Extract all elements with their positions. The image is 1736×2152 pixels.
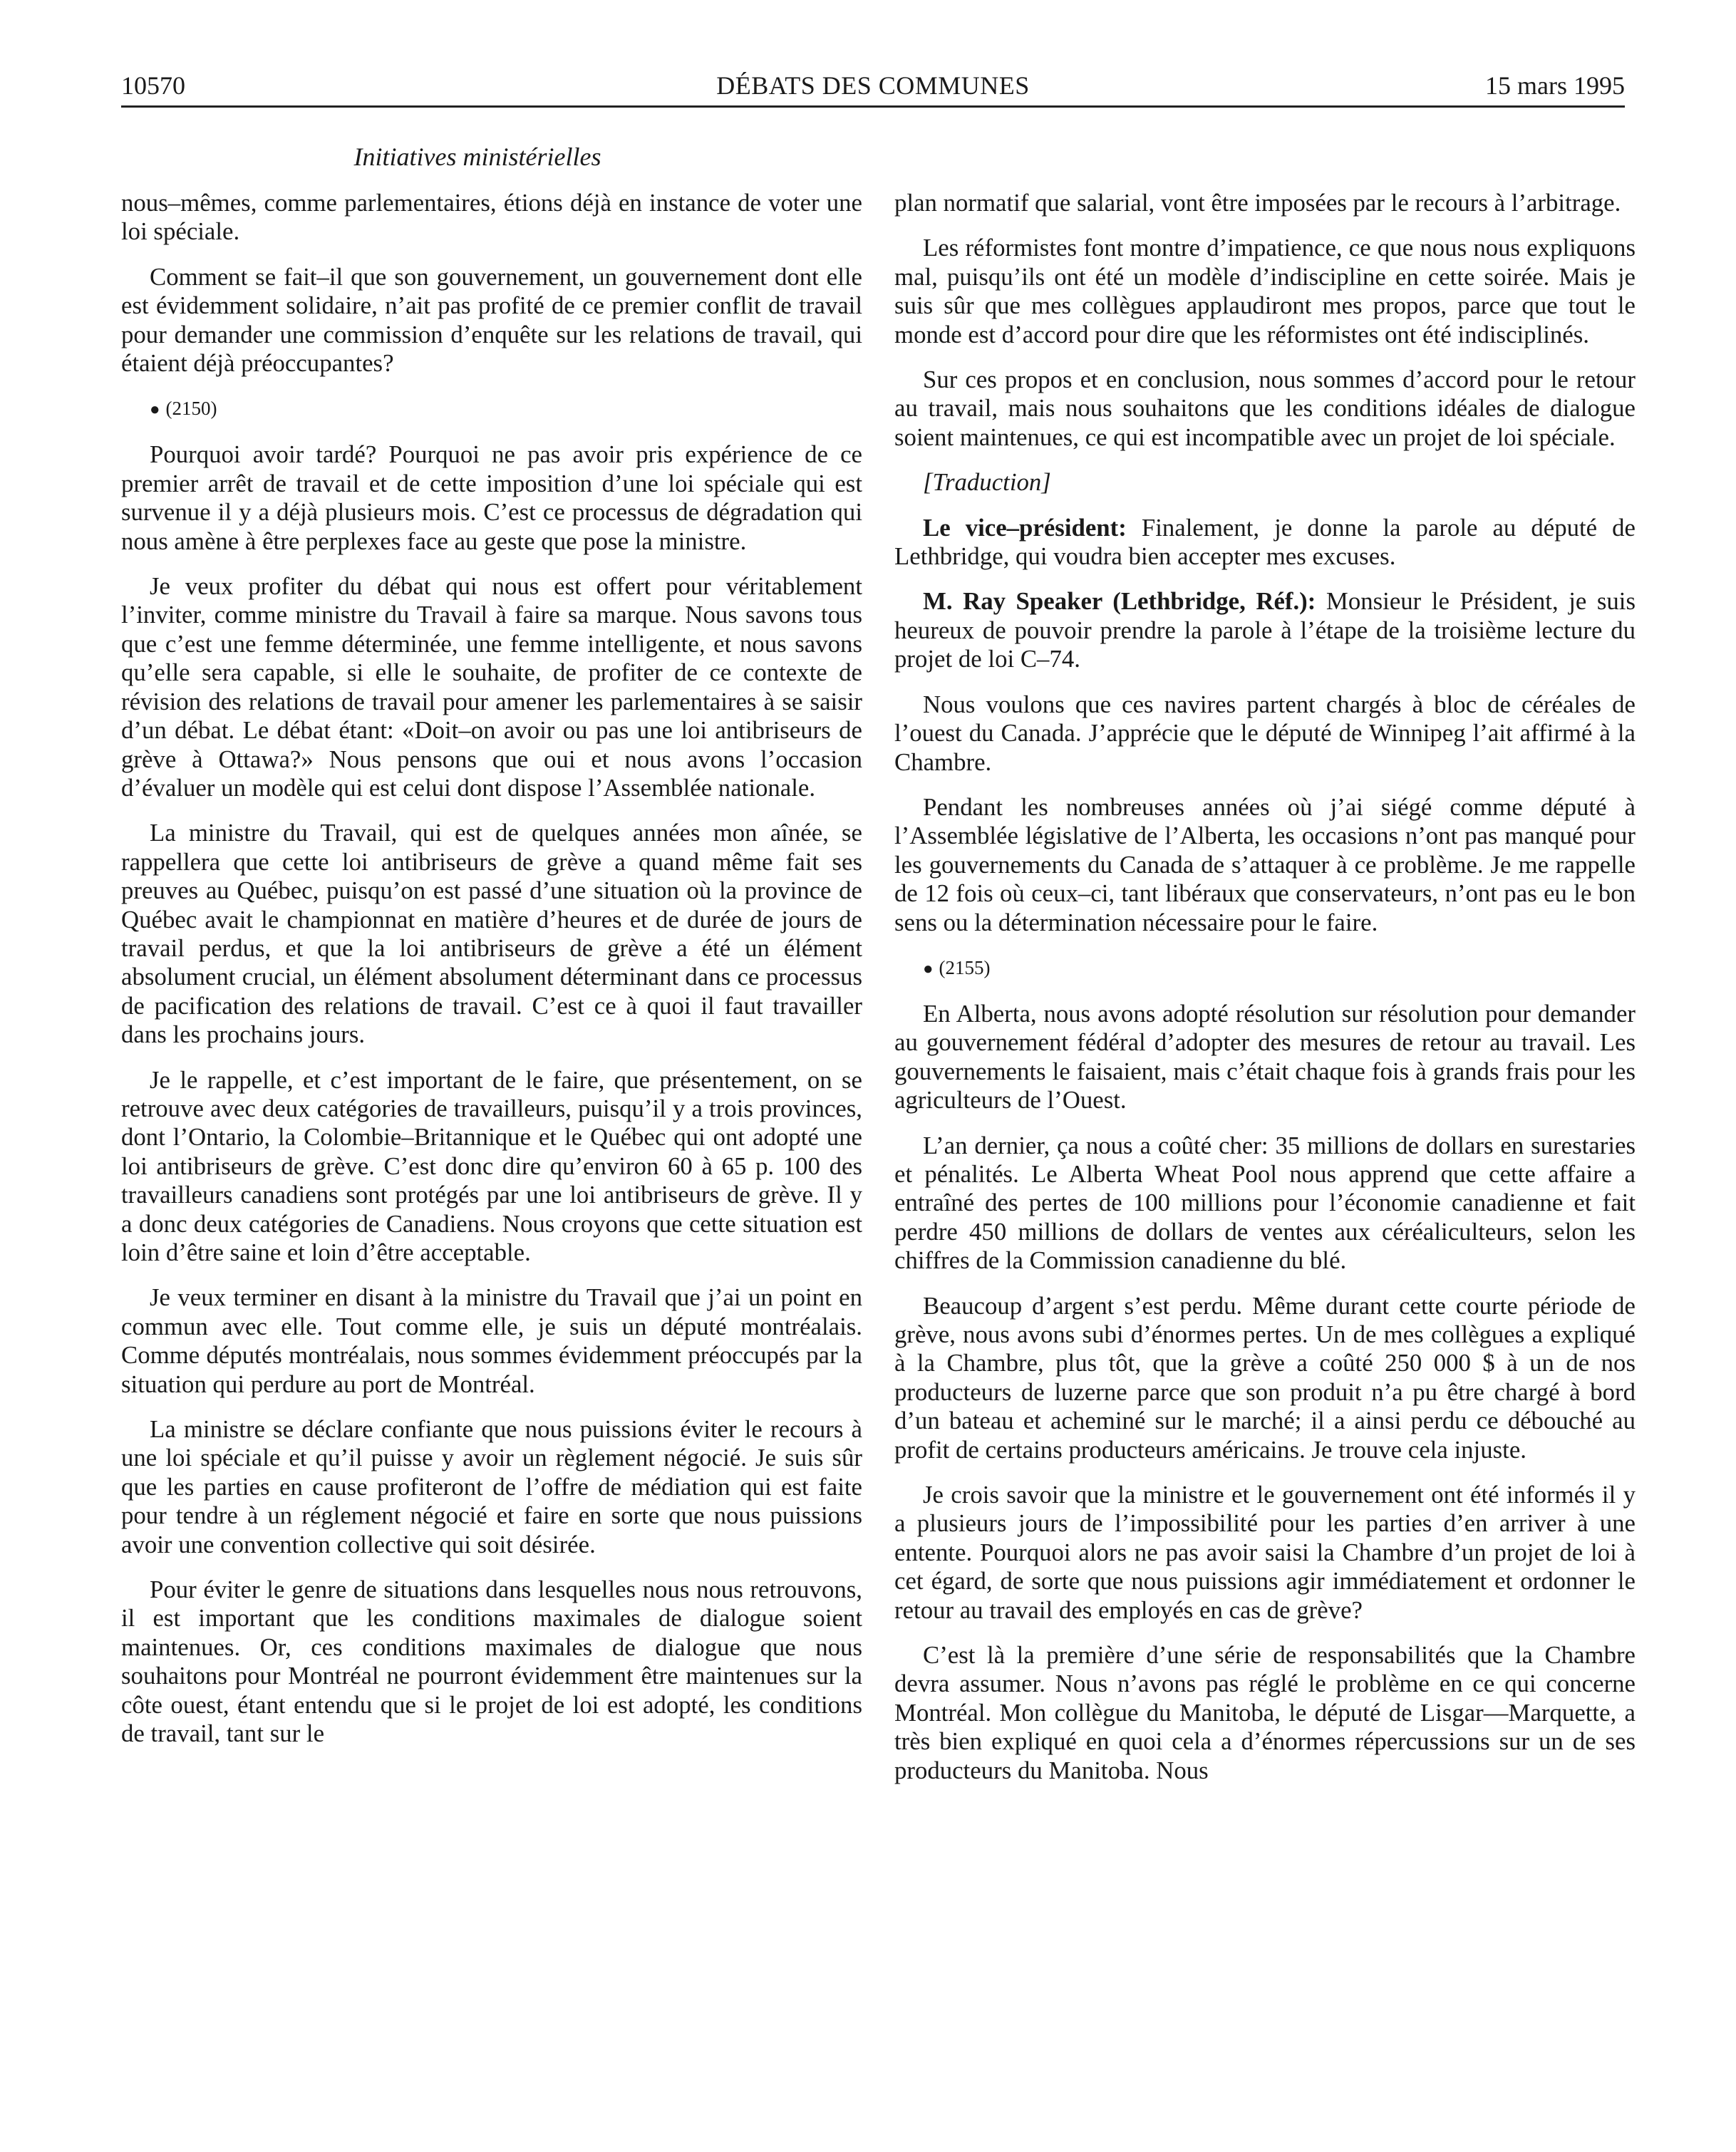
left-column (121, 189, 862, 1765)
paragraph: nous–mêmes, comme parlementaires, étions déjà en instance de voter une loi spéciale. (121, 189, 862, 246)
speaker-name: M. Ray Speaker (Lethbridge, Réf.): (923, 587, 1316, 616)
paragraph: La ministre se déclare confiante que nous puissions éviter le recours à une loi spéciale et qu’il puisse y avoir un règlement négocié. Je suis sûr que les parties en cause profiteront de l’offre de médiation qui est faite pour tendre à un réglement négocié et faire en sorte que nous puissions avoir une convention collective qui soit désirée. (121, 1415, 862, 1558)
speaker-paragraph (894, 514, 1636, 571)
time-marker-text: (2150) (165, 398, 217, 420)
paragraph: L’an dernier, ça nous a coûté cher: 35 millions de dollars en surestaries et pénalités. Le Alberta Wheat Pool nous apprend que cette affaire a entraîné des pertes de 100 millions pour l’économie canadienne et fait perdre 450 millions de dollars de ventes aux céréaliculteurs, selon les chiffres de la Commission canadienne du blé. (894, 1131, 1636, 1275)
paragraph: La ministre du Travail, qui est de quelques années mon aînée, se rappellera que cette loi antibriseurs de grève a quand même fait ses preuves au Québec, puisqu’on est passé d’une situation où la province de Québec avait le championnat en matière d’heures et de durée de jours de travail perdus, et que la loi antibriseurs de grève a été un élément absolument crucial, un élément absolument déterminant dans ce processus de pacification des relations de travail. C’est ce à quoi il faut travailler dans les prochains jours. (121, 819, 862, 1049)
translation-label: [Traduction] (923, 468, 1051, 497)
section-title: Initiatives ministérielles (353, 143, 601, 171)
paragraph: Les réformistes font montre d’impatience, ce que nous nous expliquons mal, puisqu’ils ont été un modèle d’indiscipline en cette soirée. Mais je suis sûr que mes collègues applaudiront mes propos, parce que tout le monde est d’accord pour dire que les réformistes ont été indisciplinés. (894, 234, 1636, 348)
paragraph: Je veux profiter du débat qui nous est offert pour véritablement l’inviter, comme ministre du Travail à faire sa marque. Nous savons tous que c’est une femme déterminée, une femme intelligente, et nous savons qu’elle sera capable, si elle le souhaite, de profiter de ce contexte de révision des relations de travail pour amener les parlementaires à se saisir d’un débat. Le débat étant: «Doit–on avoir ou pas une loi antibriseurs de grève à Ottawa?» Nous pensons que oui et nous avons l’occasion d’évaluer un modèle qui est celui dont dispose l’Assemblée nationale. (121, 572, 862, 802)
paragraph: Je veux terminer en disant à la ministre du Travail que j’ai un point en commun avec elle. Tout comme elle, je suis un député montréalais. Comme députés montréalais, nous sommes évidemment préoccupés par la situation qui perdure au port de Montréal. (121, 1283, 862, 1398)
publication-date: 15 mars 1995 (1485, 71, 1625, 100)
bullet-icon: ● (923, 959, 934, 978)
speaker-paragraph (894, 587, 1636, 673)
paragraph: Sur ces propos et en conclusion, nous sommes d’accord pour le retour au travail, mais nous souhaitons que les conditions idéales de dialogue soient maintenues, ce qui est incompatible avec un projet de loi spéciale. (894, 366, 1636, 451)
paragraph: Pendant les nombreuses années où j’ai siégé comme député à l’Assemblée législative de l’Alberta, les occasions n’ont pas manqué pour les gouvernements du Canada de s’attaquer à ce problème. Je me rappelle de 12 fois où ceux–ci, tant libéraux que conservateurs, n’ont pas eu le bon sens ou la détermination nécessaire pour le faire. (894, 792, 1636, 936)
time-marker-text: (2155) (939, 956, 991, 978)
paragraph: En Alberta, nous avons adopté résolution sur résolution pour demander au gouvernement fédéral d’adopter des mesures de retour au travail. Les gouvernements le faisaient, mais c’était chaque fois à grands frais pour les agriculteurs de l’Ouest. (894, 999, 1636, 1114)
time-marker (894, 953, 1636, 983)
paragraph: C’est là la première d’une série de responsabilités que la Chambre devra assumer. Nous n’avons pas réglé le problème en ce qui concerne Montréal. Mon collègue du Manitoba, le député de Lisgar—Marquette, a très bien expliqué en quoi cela a d’énormes répercussions sur un de ses producteurs du Manitoba. Nous (894, 1641, 1636, 1784)
paragraph: Beaucoup d’argent s’est perdu. Même durant cette courte période de grève, nous avons subi d’énormes pertes. Un de mes collègues a expliqué à la Chambre, plus tôt, que la grève a coûté 250 000 $ à un de nos producteurs de luzerne parce que son produit n’a pu être chargé à bord d’un bateau et acheminé sur le marché; il a ainsi perdu ce débouché au profit de certains producteurs américains. Je trouve cela injuste. (894, 1291, 1636, 1464)
paragraph: Je crois savoir que la ministre et le gouvernement ont été informés il y a plusieurs jours de l’impossibilité pour les parties d’en arriver à une entente. Pourquoi alors ne pas avoir saisi la Chambre d’un projet de loi à cet égard, de sorte que nous puissions agir immédiatement et ordonner le retour au travail des employés en cas de grève? (894, 1481, 1636, 1624)
bullet-icon: ● (150, 400, 160, 420)
paragraph: Pourquoi avoir tardé? Pourquoi ne pas avoir pris expérience de ce premier arrêt de travail et de cette imposition d’une loi spéciale qui est survenue il y a déjà plusieurs mois. C’est ce processus de dégradation qui nous amène à être perplexes face au geste que pose la ministre. (121, 440, 862, 555)
running-head (121, 66, 1625, 105)
time-marker (121, 394, 862, 424)
speaker-name: Le vice–président: (923, 513, 1127, 542)
paragraph: Je le rappelle, et c’est important de le faire, que présentement, on se retrouve avec deux catégories de travailleurs, puisqu’il y a trois provinces, dont l’Ontario, la Colombie–Britannique et le Québec qui ont adopté une loi antibriseurs de grève. C’est donc dire qu’environ 60 à 65 p. 100 des travailleurs canadiens sont protégés par une loi antibriseurs de grève. Il y a donc deux catégories de Canadiens. Nous croyons que cette situation est loin d’être saine et loin d’être acceptable. (121, 1065, 862, 1266)
paragraph: Comment se fait–il que son gouvernement, un gouvernement dont elle est évidemment solidaire, n’ait pas profité de ce premier conflit de travail pour demander une commission d’enquête sur les relations de travail, qui étaient déjà préoccupantes? (121, 262, 862, 378)
publication-title: DÉBATS DES COMMUNES (716, 71, 1030, 100)
paragraph: Pour éviter le genre de situations dans lesquelles nous nous retrouvons, il est important que les conditions maximales de dialogue soient maintenues. Or, ces conditions maximales de dialogue que nous souhaitons pour Montréal ne pourront évidemment être maintenues sur la côte ouest, étant entendu que si le projet de loi est adopté, les conditions de travail, tant sur le (121, 1576, 862, 1748)
speech-text: Monsieur le Président, je suis heureux de pouvoir prendre la parole à l’étape de la troisième lecture du projet de loi C–74. (894, 587, 1636, 673)
paragraph: Nous voulons que ces navires partent chargés à bloc de céréales de l’ouest du Canada. J’apprécie que le député de Winnipeg l’ait affirmé à la Chambre. (894, 690, 1636, 776)
right-column (894, 189, 1636, 1801)
header-rule (121, 105, 1625, 108)
speech-text: Finalement, je donne la parole au député de Lethbridge, qui voudra bien accepter mes excuses. (894, 513, 1636, 571)
paragraph: plan normatif que salarial, vont être imposées par le recours à l’arbitrage. (894, 189, 1621, 217)
page-number: 10570 (121, 71, 185, 100)
